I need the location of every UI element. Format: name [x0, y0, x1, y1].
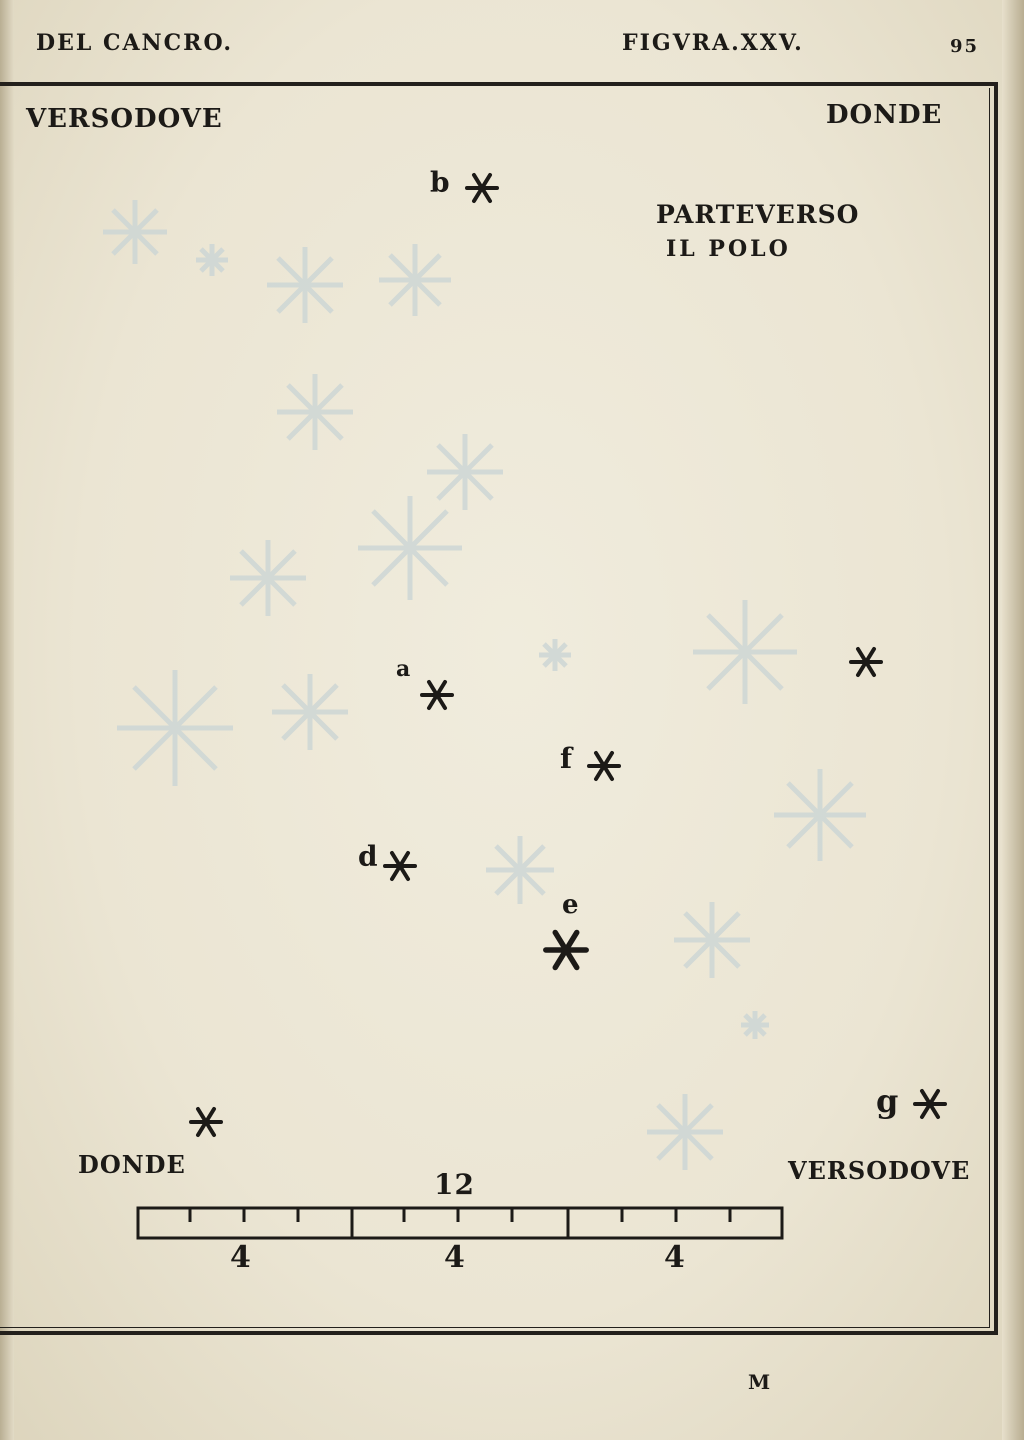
star-letter-f: f	[560, 742, 573, 775]
direction-label-top-right: DONDE	[826, 100, 943, 130]
pole-label-line2: IL POLO	[666, 236, 791, 262]
scale-total-label: 12	[434, 1168, 475, 1201]
figure-title: FIGVRA.XXV.	[622, 30, 804, 56]
scale-segment-3-label: 4	[664, 1240, 685, 1275]
star-letter-g: g	[876, 1082, 899, 1120]
scale-segment-1-label: 4	[230, 1240, 251, 1275]
running-header-left: DEL CANCRO.	[36, 30, 233, 56]
direction-label-bottom-right: VERSODOVE	[788, 1156, 971, 1185]
page-number: 95	[950, 36, 980, 57]
direction-label-bottom-left: DONDE	[78, 1150, 186, 1179]
star-letter-d: d	[358, 840, 378, 873]
scale-segment-2-label: 4	[444, 1240, 465, 1275]
direction-label-top-left: VERSODOVE	[26, 104, 223, 134]
star-letter-e: e	[562, 890, 579, 920]
signature-mark: M	[748, 1370, 771, 1394]
star-letter-b: b	[430, 166, 450, 199]
star-letter-a: a	[396, 656, 411, 682]
pole-label-line1: PARTEVERSO	[656, 200, 860, 229]
